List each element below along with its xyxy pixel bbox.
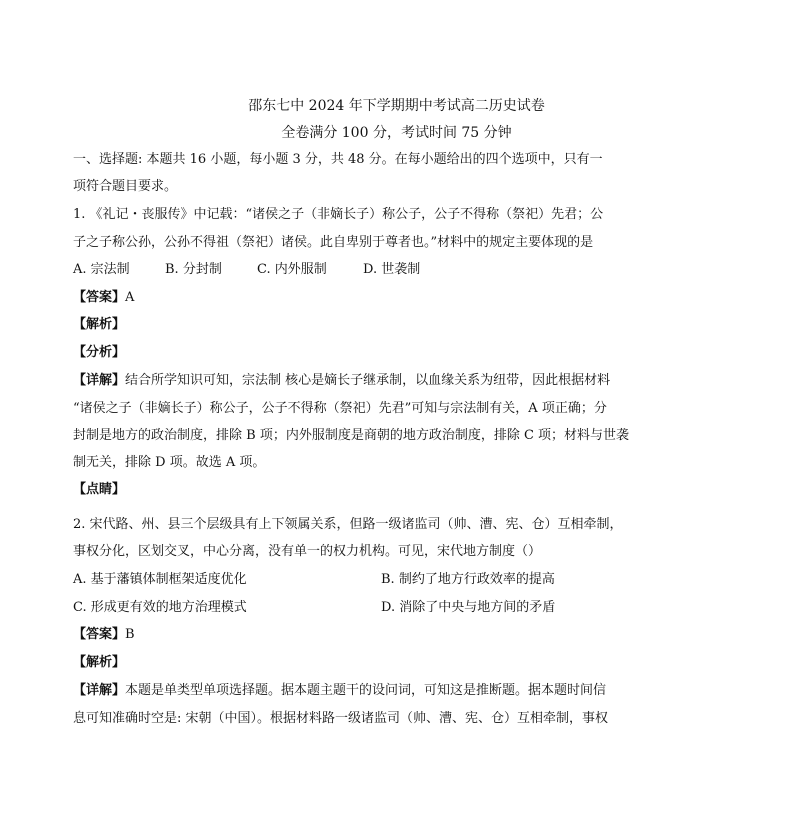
q2-answer-tag: 【答案】 xyxy=(73,627,126,642)
q2-option-a: A. 基于藩镇体制框架适度优化 xyxy=(73,572,247,587)
q2-option-c: C. 形成更有效的地方治理模式 xyxy=(73,600,247,615)
section-instruction-line1: 一、选择题: 本题共 16 小题，每小题 3 分，共 48 分。在每小题给出的四个选项中，只有一 xyxy=(73,152,603,167)
q1-detail-line2: “诸侯之子（非嫡长子）称公子，公子不得称（祭祀）先君”可知与宗法制有关，A 项正确；分 xyxy=(73,401,607,416)
q2-detail-tag: 【详解】 xyxy=(73,683,126,698)
q2-stem-line2: 事权分化，区划交叉，中心分离，没有单一的权力机构。可见，宋代地方制度（） xyxy=(73,544,542,559)
exam-subtitle: 全卷满分 100 分，考试时间 75 分钟 xyxy=(281,125,512,141)
q1-answer-tag: 【答案】 xyxy=(73,290,126,305)
section-instruction-line2: 项符合题目要求。 xyxy=(73,179,178,194)
q2-detail-line2: 息可知准确时空是: 宋朝（中国）。根据材料路一级诸监司（帅、漕、宪、仓）互相牵制，事权 xyxy=(73,711,609,726)
q1-detail-line1 xyxy=(73,372,610,390)
q2-option-d: D. 消除了中央与地方间的矛盾 xyxy=(381,600,556,615)
q1-option-d: D. 世袭制 xyxy=(363,262,421,277)
q2-detail-text1: 本题是单类型单项选择题。据本题主题干的设问词，可知这是推断题。据本题时间信 xyxy=(125,683,607,698)
q2-option-b: B. 制约了地方行政效率的提高 xyxy=(381,572,555,587)
q2-stem-line1: 2. 宋代路、州、县三个层级具有上下领属关系，但路一级诸监司（帅、漕、宪、仓）互相牵制， xyxy=(73,517,623,532)
q1-option-a: A. 宗法制 xyxy=(73,262,130,277)
q1-option-b: B. 分封制 xyxy=(165,262,222,277)
q1-detail-text1: 结合所学知识可知，宗法制 核心是嫡长子继承制，以血缘关系为纽带，因此根据材料 xyxy=(125,373,611,388)
q1-detail-line3: 封制是地方的政治制度，排除 B 项；内外服制度是商朝的地方政治制度，排除 C 项；材料与世袭 xyxy=(73,428,630,443)
q1-fenxi-tag: 【分析】 xyxy=(73,345,126,360)
q2-analysis-tag: 【解析】 xyxy=(73,655,126,670)
q2-answer-line xyxy=(73,626,135,644)
q1-answer-value: A xyxy=(125,290,135,305)
q1-answer-line xyxy=(73,289,134,307)
q2-answer-value: B xyxy=(125,627,135,642)
q1-detail-line4: 制无关，排除 D 项。故选 A 项。 xyxy=(73,455,266,470)
q1-detail-tag: 【详解】 xyxy=(73,373,126,388)
exam-title: 邵东七中 2024 年下学期期中考试高二历史试卷 xyxy=(248,98,545,114)
q1-comment-tag: 【点睛】 xyxy=(73,482,126,497)
q1-analysis-tag: 【解析】 xyxy=(73,317,126,332)
q1-stem-line2: 子之子称公孙，公孙不得祖（祭祀）诸侯。此自卑别于尊者也。”材料中的规定主要体现的是 xyxy=(73,235,594,250)
q2-detail-line1 xyxy=(73,682,606,700)
q1-stem-line1: 1. 《礼记・丧服传》中记载：“诸侯之子（非嫡长子）称公子，公子不得称（祭祀）先君；公 xyxy=(73,207,604,222)
q1-option-c: C. 内外服制 xyxy=(257,262,327,277)
